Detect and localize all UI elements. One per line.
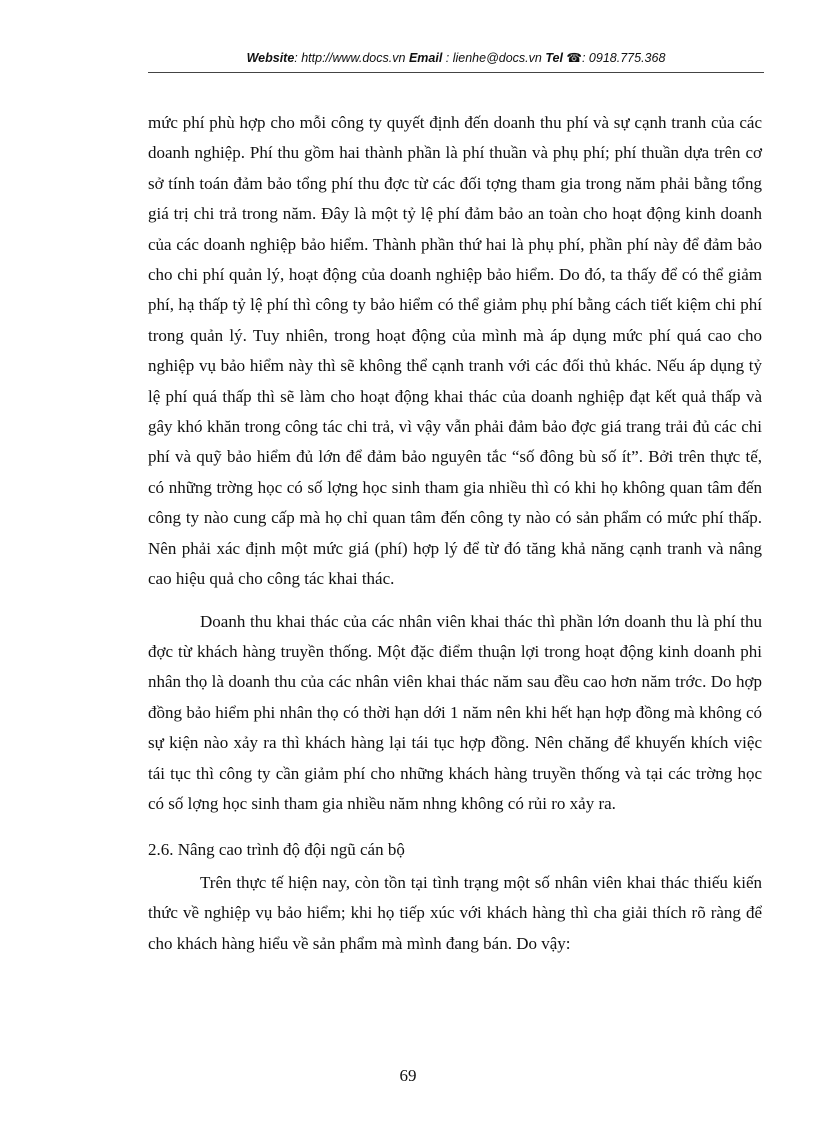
paragraph-3: Trên thực tế hiện nay, còn tồn tại tình trạng một số nhân viên khai thác thiếu kiến thức về nghiệp vụ bảo hiểm; khi họ tiếp xúc với khách hàng thì cha giải thích rõ ràng để cho khách hàng hiểu về sản phẩm mà mình đang bán. Do vậy: <box>148 872 762 953</box>
page-body <box>148 108 762 959</box>
section-heading: 2.6. Nâng cao trình độ đội ngũ cán bộ <box>148 840 405 860</box>
page-header <box>148 50 764 65</box>
paragraph-2: Doanh thu khai thác của các nhân viên khai thác thì phần lớn doanh thu là phí thu đợc từ khách hàng truyền thống. Một đặc điểm thuận lợi trong hoạt động kinh doanh phi nhân thọ là doanh thu của các nhân viên khai thác năm sau đều cao hơn năm trớc. Do hợp đồng bảo hiểm phi nhân thọ có thời hạn dới 1 năm nên khi hết hạn hợp đồng mà không có sự kiện nào xảy ra thì khách hàng lại tái tục hợp đồng. Nên chăng để khuyến khích việc tái tục thì công ty cần giảm phí cho những khách hàng truyền thống và tại các trờng học có số lợng học sinh tham gia nhiều năm nhng không có rủi ro xảy ra. <box>148 611 762 813</box>
website-label: Website <box>246 51 295 65</box>
email-label: Email <box>408 51 443 65</box>
tel-label: Tel ☎ <box>545 51 582 65</box>
email-value: : lienhe@docs.vn <box>445 51 542 65</box>
page-number: 69 <box>399 1066 417 1085</box>
website-value: : http://www.docs.vn <box>294 51 406 65</box>
header-divider <box>148 72 764 73</box>
paragraph-1: mức phí phù hợp cho mỗi công ty quyết định đến doanh thu phí và sự cạnh tranh của các doanh nghiệp. Phí thu gồm hai thành phần là phí thuần và phụ phí; phí thuần dựa trên cơ sở tính toán đảm bảo tổng phí thu đợc từ các đối tợng tham gia trong năm phải bằng tổng giá trị chi trả trong năm. Đây là một tỷ lệ phí đảm bảo an toàn cho hoạt động kinh doanh của các doanh nghiệp bảo hiểm. Thành phần thứ hai là phụ phí, phần phí này để đảm bảo cho chi phí quản lý, hoạt động của doanh nghiệp bảo hiểm. Do đó, ta thấy để có thể giảm phí, hạ thấp tỷ lệ phí thì công ty bảo hiểm có thể giảm phụ phí bằng cách tiết kiệm chi phí trong quản lý. Tuy nhiên, trong hoạt động của mình mà áp dụng mức phí quá cao cho nghiệp vụ bảo hiểm này thì sẽ không thể cạnh tranh với các đối thủ khác. Nếu áp dụng tỷ lệ phí quá thấp thì sẽ làm cho hoạt động khai thác của doanh nghiệp đạt kết quả thấp và gây khó khăn trong công tác chi trả, vì vậy vẫn phải đảm bảo đợc giá trang trải đủ các chi phí và quỹ bảo hiểm đủ lớn để đảm bảo nguyên tắc “số đông bù số ít”. Bởi trên thực tế, có những trờng học có số lợng học sinh tham gia nhiều thì có khi họ không quan tâm đến công ty nào cung cấp mà họ chỉ quan tâm đến công ty nào có sản phẩm có mức phí thấp. Nên phải xác định một mức giá (phí) hợp lý để từ đó tăng khả năng cạnh tranh và nâng cao hiệu quả cho công tác khai thác. <box>148 113 762 589</box>
tel-value: : 0918.775.368 <box>581 51 666 65</box>
